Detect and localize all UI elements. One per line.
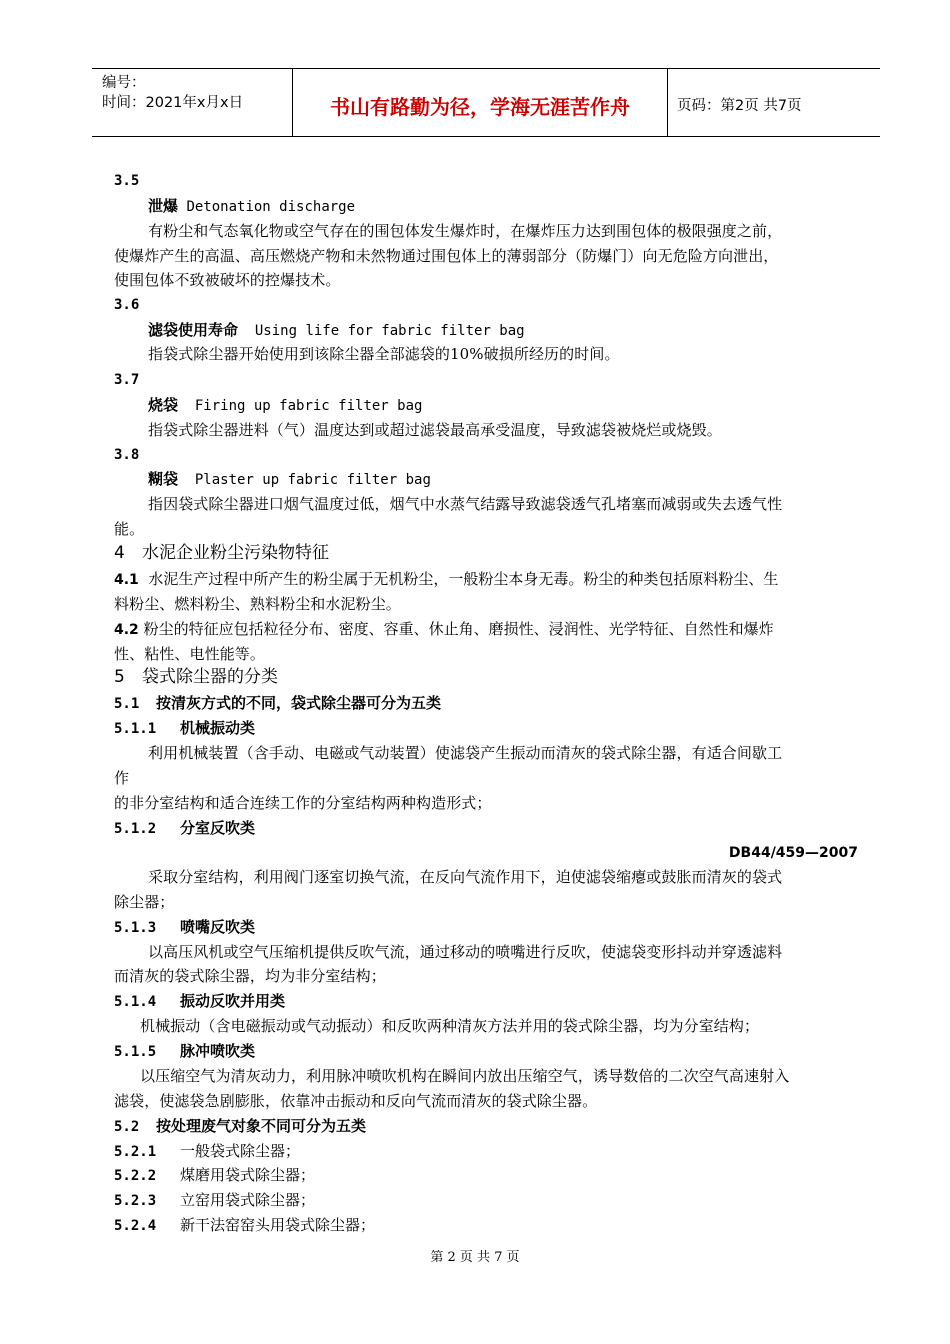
list-item: 5.2.4 新干法窑窑头用袋式除尘器； (114, 1216, 376, 1234)
document-id: DB44/459—2007 (728, 845, 858, 861)
paragraph-line: 机械振动（含电磁振动或气动振动）和反吹两种清灰方法并用的袋式除尘器，均为分室结构； (140, 1017, 760, 1035)
term-zh: 烧袋 (148, 396, 179, 414)
date-line: 时间：2021年x月x日 (102, 95, 244, 111)
paragraph-4-2: 4.2 粉尘的特征应包括粒径分布、密度、容重、休止角、磨损性、浸润性、光学特征、自然性和爆炸 (114, 620, 774, 638)
section-3-6-number: 3.6 (114, 297, 140, 313)
section-3-5-number: 3.5 (114, 173, 140, 189)
section-3-8-number: 3.8 (114, 447, 140, 463)
paragraph-line: 性、粘性、电性能等。 (114, 645, 266, 663)
section-5-1-5-heading: 5.1.5 脉冲喷吹类 (114, 1042, 256, 1060)
item-number: 4.1 (114, 572, 139, 588)
paragraph-line: 利用机械装置（含手动、电磁或气动装置）使滤袋产生振动而清灰的袋式除尘器，有适合间歇工 (148, 744, 783, 762)
section-5-1-1-heading: 5.1.1 机械振动类 (114, 719, 256, 737)
paragraph-line: 指因袋式除尘器进口烟气温度过低，烟气中水蒸气结露导致滤袋透气孔堵塞而减弱或失去透气性 (148, 495, 783, 513)
term-zh: 泄爆 (148, 197, 179, 215)
paragraph-line: 有粉尘和气态氧化物或空气存在的围包体发生爆炸时，在爆炸压力达到围包体的极限强度之前， (148, 222, 783, 240)
paragraph-line: 采取分室结构，利用阀门逐室切换气流，在反向气流作用下，迫使滤袋缩瘪或鼓胀而清灰的袋式 (148, 868, 783, 886)
list-item: 5.2.2 煤磨用袋式除尘器； (114, 1166, 316, 1184)
paragraph-line: 作 (114, 769, 130, 787)
paragraph-line: 以高压风机或空气压缩机提供反吹气流，通过移动的喷嘴进行反吹，使滤袋变形抖动并穿透滤料 (148, 943, 783, 961)
chapter-5-heading: 5 袋式除尘器的分类 (114, 667, 278, 687)
paragraph-line: 以压缩空气为清灰动力，利用脉冲喷吹机构在瞬间内放出压缩空气，诱导数倍的二次空气高速射入 (140, 1067, 790, 1085)
paragraph-line: 使围包体不致被破坏的控爆技术。 (114, 271, 341, 289)
paragraph-line: 的非分室结构和适合连续工作的分室结构两种构造形式； (114, 794, 492, 812)
section-3-6-term (148, 320, 525, 341)
section-5-1-4-heading: 5.1.4 振动反吹并用类 (114, 992, 286, 1010)
paragraph-line: 而清灰的袋式除尘器，均为非分室结构； (114, 967, 386, 985)
term-zh: 滤袋使用寿命 (148, 321, 239, 339)
header-motto: 书山有路勤为径，学海无涯苦作舟 (330, 95, 630, 119)
term-en: Firing up fabric filter bag (194, 398, 423, 414)
section-3-5-term (148, 196, 355, 217)
section-5-1-3-heading: 5.1.3 喷嘴反吹类 (114, 918, 256, 936)
paragraph-4-1: 4.1 水泥生产过程中所产生的粉尘属于无机粉尘，一般粉尘本身无毒。粉尘的种类包括原料粉尘、生 (114, 570, 779, 588)
chapter-4-heading: 4 水泥企业粉尘污染物特征 (114, 543, 329, 563)
paragraph-line: 使爆炸产生的高温、高压燃烧产物和未然物通过围包体上的薄弱部分（防爆门）向无危险方向泄出， (114, 247, 779, 265)
section-3-8-term (148, 469, 431, 490)
paragraph-line: 滤袋，使滤袋急剧膨胀，依靠冲击振动和反向气流而清灰的袋式除尘器。 (114, 1092, 598, 1110)
list-item: 5.2.3 立窑用袋式除尘器； (114, 1191, 316, 1209)
term-zh: 糊袋 (148, 470, 179, 488)
term-en: Plaster up fabric filter bag (194, 472, 431, 488)
section-3-7-term (148, 395, 422, 416)
page-footer: 第 2 页 共 7 页 (430, 1250, 520, 1265)
header-page-info: 页码：第2页 共7页 (677, 98, 802, 114)
paragraph-line: 指袋式除尘器进料（气）温度达到或超过滤袋最高承受温度，导致滤袋被烧烂或烧毁。 (148, 421, 722, 439)
term-en: Detonation discharge (186, 199, 356, 215)
item-number: 4.2 (114, 622, 139, 638)
serial-label: 编号： (102, 75, 146, 91)
section-5-2-heading: 5.2 按处理废气对象不同可分为五类 (114, 1117, 367, 1135)
paragraph-line: 料粉尘、燃料粉尘、熟料粉尘和水泥粉尘。 (114, 595, 401, 613)
paragraph-line: 指袋式除尘器开始使用到该除尘器全部滤袋的10%破损所经历的时间。 (148, 345, 620, 363)
section-5-1-2-heading: 5.1.2 分室反吹类 (114, 819, 256, 837)
list-item: 5.2.1 一般袋式除尘器； (114, 1142, 301, 1160)
term-en: Using life for fabric filter bag (254, 323, 525, 339)
section-5-1-heading: 5.1 按清灰方式的不同，袋式除尘器可分为五类 (114, 694, 442, 712)
paragraph-line: 能。 (114, 520, 145, 538)
paragraph-line: 除尘器； (114, 893, 175, 911)
section-3-7-number: 3.7 (114, 372, 140, 388)
